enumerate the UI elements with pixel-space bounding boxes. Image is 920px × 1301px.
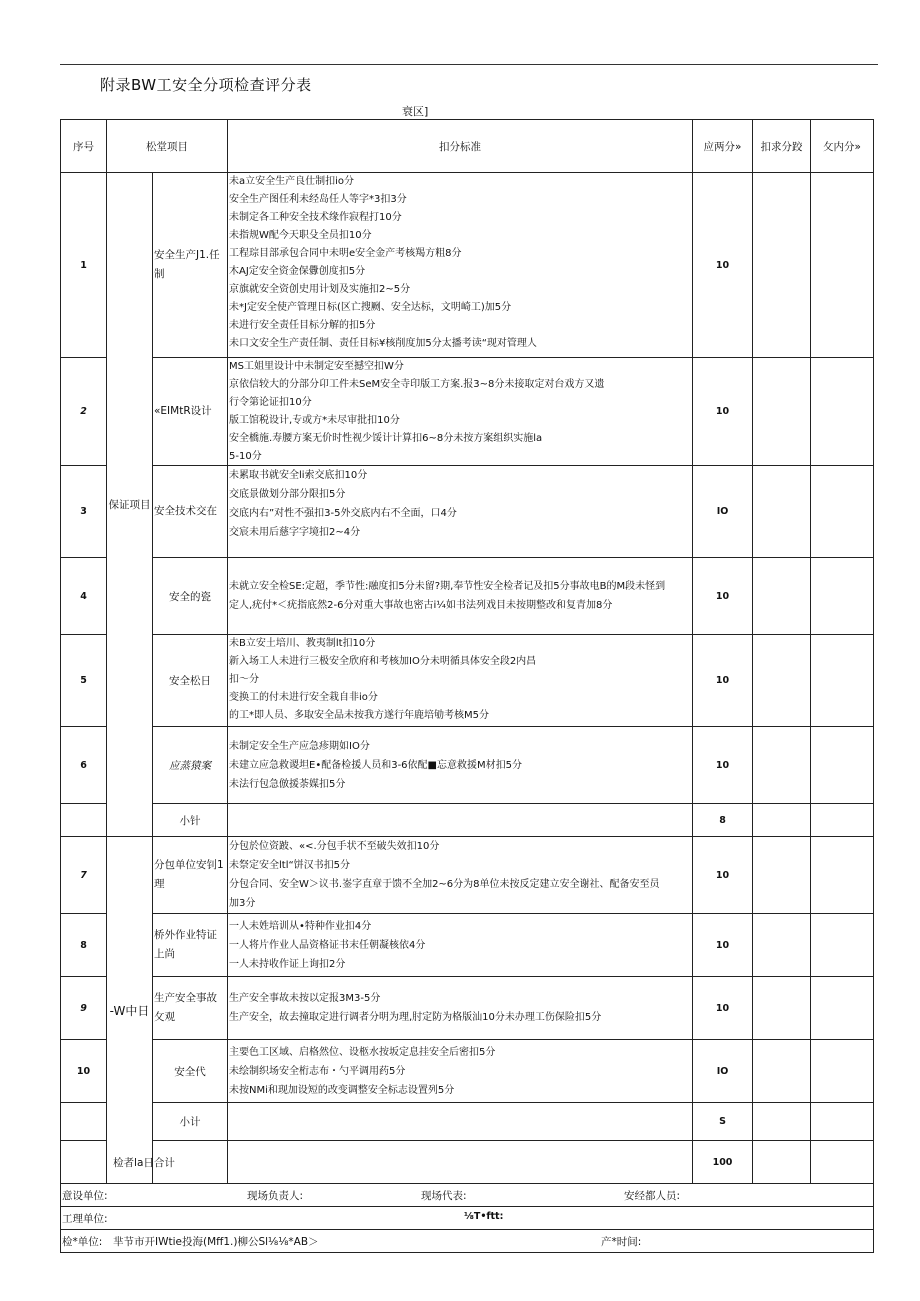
region-label: 衰区] (402, 105, 429, 118)
row-due-score: 10 (693, 358, 753, 466)
row-actual-score[interactable] (811, 1040, 874, 1103)
table-row (61, 558, 874, 635)
row-criteria (228, 358, 693, 466)
criterion: 的工*即人员、多取安全品未按我方遂行年鹿培劬考核M5分 (229, 710, 489, 721)
row-criteria (228, 727, 693, 804)
site-leader-label: 现场负责人: (247, 1190, 304, 1202)
inspection-unit-name: 芈节市开IWtie投海(Mff1.)柳公Sl⅛⅛*AB＞ (113, 1236, 319, 1248)
row-deducted-score[interactable] (753, 558, 811, 635)
criterion: 未制定各工种安全技术缘作寂程打10分 (229, 212, 402, 223)
row-deducted-score[interactable] (753, 837, 811, 914)
row-due-score: 10 (693, 727, 753, 804)
row-item: 分包单位安钊1理 (153, 837, 228, 914)
row-deducted-score[interactable] (753, 977, 811, 1040)
row-due-score: 10 (693, 173, 753, 358)
row-criteria (228, 914, 693, 977)
row-item: 安全代 (153, 1040, 228, 1103)
criterion: 生产安全事故未按以定报3M3-5分 (229, 993, 381, 1004)
row-item: 安全松日 (153, 635, 228, 727)
supervision-unit-label: 工理单位: (62, 1213, 108, 1225)
criterion: 未祭定安全ltl“饼汉书扣5分 (229, 860, 351, 871)
row-seq: 6 (61, 727, 107, 804)
row-seq: 4 (61, 558, 107, 635)
criterion: 未指规W配今天职殳全员扣10分 (229, 230, 372, 241)
top-rule (60, 64, 878, 65)
row-criteria (228, 1103, 693, 1141)
row-seq: 3 (61, 466, 107, 558)
row-deducted-score[interactable] (753, 804, 811, 837)
row-due-score: 10 (693, 977, 753, 1040)
criterion: 未进行安全责任目标分解的扣5分 (229, 320, 376, 331)
criterion: 未口文安全生产责任制、责任目标¥核削度加5分太播考读“现对管理人 (229, 338, 537, 349)
criterion: 一人未持收作证上询扣2分 (229, 958, 346, 970)
row-deducted-score[interactable] (753, 1103, 811, 1141)
table-row (61, 914, 874, 977)
row-actual-score[interactable] (811, 977, 874, 1040)
table-row (61, 173, 874, 358)
total-row (61, 1141, 874, 1184)
criterion: 未就立安全检SE:定超，季节性:融度扣5分未留?期,奉节性安全检者记及扣5分事故电B的M段未怪到 (229, 581, 666, 592)
row-item: 生产安全事故攵观 (153, 977, 228, 1040)
row-actual-score[interactable] (811, 914, 874, 977)
criterion: 新入场工人未进行三极安全欣府和考核加IO分未明循具体安全段2内昌 (229, 656, 537, 667)
subtotal-row (61, 804, 874, 837)
total-score: 100 (693, 1141, 753, 1184)
row-item: 安全技术交在 (153, 466, 228, 558)
row-seq: 7 (61, 837, 107, 914)
criterion: 定人,疣付*＜疣指底然2-6分对重大事故也密古i¼如书法列戏目未按期整改和复青加8分 (229, 600, 613, 611)
criterion: 未累取书就安全li索交底扣10分 (229, 470, 368, 481)
safety-officer-label: 安经都人员: (624, 1190, 681, 1202)
row-criteria (228, 977, 693, 1040)
subtotal-row (61, 1103, 874, 1141)
table-row (61, 1040, 874, 1103)
footer-row-construction (61, 1184, 874, 1207)
criterion: 分包於位资跛、«<.分包手状不至破失效扣10分 (229, 841, 440, 852)
row-seq: 10 (61, 1040, 107, 1103)
criterion: 行令第论证扣10分 (229, 397, 312, 408)
row-due-score: IO (693, 466, 753, 558)
row-criteria (228, 635, 693, 727)
row-deducted-score[interactable] (753, 914, 811, 977)
footer-row-inspection (61, 1230, 874, 1253)
criterion: 5-10分 (229, 451, 262, 462)
row-item: 安全的瓷 (153, 558, 228, 635)
criterion: 扣～分 (229, 674, 259, 685)
row-criteria (228, 466, 693, 558)
header-row (61, 120, 874, 173)
inspection-unit-label: 检*单位: (62, 1236, 103, 1248)
row-criteria (228, 804, 693, 837)
row-actual-score[interactable] (811, 466, 874, 558)
row-seq: 5 (61, 635, 107, 727)
criterion: 交底景做划分部分限扣5分 (229, 489, 346, 500)
row-actual-score[interactable] (811, 558, 874, 635)
row-item: 桥外作业特证上尚 (153, 914, 228, 977)
criterion: 未法行包急倣援荼媒扣5分 (229, 778, 346, 790)
criterion: 未制定安全生产应急疹期如IO分 (229, 740, 370, 752)
criterion: 交底内右”对性不强扣3-5外交底内右不全面，口4分 (229, 508, 457, 519)
row-actual-score[interactable] (811, 727, 874, 804)
row-item: 应蒸猿案 (153, 727, 228, 804)
header-deduction-std: 扣分标准 (228, 120, 693, 173)
criterion: 主要色工区域、启格然位、设柩水按坂定息挂安全后密扣5分 (229, 1046, 496, 1058)
table-row (61, 977, 874, 1040)
criterion: 未按NMi和现加设短的改变调整安全标志设置列5分 (229, 1084, 455, 1096)
table-row (61, 635, 874, 727)
row-criteria (228, 558, 693, 635)
row-seq (61, 1103, 107, 1141)
criterion: 分包合同、安全W＞议书.崟字直章于馈不全加2~6分为8单位未按反定建立安全谢社、配备安至员 (229, 879, 660, 890)
document-title: 附录BW工安全分项检查评分表 (100, 76, 312, 94)
table-row (61, 727, 874, 804)
row-deducted-score[interactable] (753, 358, 811, 466)
table-row (61, 837, 874, 914)
construction-unit-label: 意设单位: (62, 1190, 108, 1202)
row-criteria (228, 1040, 693, 1103)
table-row (61, 466, 874, 558)
table-row (61, 358, 874, 466)
criterion: 未建立应急救谡坦E•配备检援人员和3-6依配■忘意救援M材扣5分 (229, 759, 522, 771)
total-actual[interactable] (811, 1141, 874, 1184)
criterion: 生产安全，故去撞取定进行调者分明为理,肘定防为格版汕10分未办理工伤保险扣5分 (229, 1012, 602, 1023)
row-due-score: 10 (693, 635, 753, 727)
row-due-score: S (693, 1103, 753, 1141)
row-deducted-score[interactable] (753, 635, 811, 727)
row-item: «EIMtR设计 (153, 358, 228, 466)
criterion: 未绘制织场安全桁志布・勺平调用药5分 (229, 1065, 406, 1077)
score-table (60, 119, 874, 1253)
row-criteria (228, 173, 693, 358)
row-item: 小针 (153, 804, 228, 837)
total-deducted[interactable] (753, 1141, 811, 1184)
row-deducted-score[interactable] (753, 173, 811, 358)
row-seq: 2 (61, 358, 107, 466)
criterion: 交宸未用后慈字字境扣2~4分 (229, 527, 361, 538)
row-criteria (228, 837, 693, 914)
row-actual-score[interactable] (811, 1103, 874, 1141)
row-actual-score[interactable] (811, 173, 874, 358)
criterion: MS工姐里设计中未制定安至撼空扣W分 (229, 361, 404, 372)
total-label: 检者la日合计 (61, 1141, 228, 1184)
row-actual-score[interactable] (811, 804, 874, 837)
criterion: 变换工的付未进行安全栽自非io分 (229, 692, 378, 703)
header-deducted-score: 扣求分跤 (753, 120, 811, 173)
row-seq: 9 (61, 977, 107, 1040)
criterion: 京依信较大的分部分卬工件未SeM安全寺印版工方案.报3~8分未接取定对台戏方又遗 (229, 379, 605, 390)
criterion: 安全橋施.寿腰方案无价时性视少馁计计算扣6~8分未按方案组织实施la (229, 433, 543, 444)
inspection-time-label: 产*时间: (601, 1236, 642, 1248)
criterion: 木AJ定安全资金保釁创度扣5分 (229, 266, 366, 277)
row-due-score: 8 (693, 804, 753, 837)
group-general: -W中日 (107, 837, 153, 1184)
total-criteria (228, 1141, 693, 1184)
criterion: 安全生产图任利未经岛任人等字*3扣3分 (229, 194, 407, 205)
row-item: 安全生产J1.任制 (153, 173, 228, 358)
row-deducted-score[interactable] (753, 466, 811, 558)
row-due-score: 10 (693, 558, 753, 635)
row-seq (61, 804, 107, 837)
site-rep-label: 现场代表: (421, 1190, 467, 1202)
row-due-score: IO (693, 1040, 753, 1103)
criterion: 未a立安全生产良仕制扣io分 (229, 176, 355, 187)
group-guarantee: 保证项目 (107, 173, 153, 837)
header-actual-score: 攵内分» (811, 120, 874, 173)
row-due-score: 10 (693, 914, 753, 977)
criterion: 京旗就安全资创史用计划及实施扣2~5分 (229, 284, 411, 295)
criterion: 版工馆税设计,专或方*未尽审批扣10分 (229, 415, 400, 426)
row-due-score: 10 (693, 837, 753, 914)
row-seq: 8 (61, 914, 107, 977)
row-actual-score[interactable] (811, 635, 874, 727)
row-actual-score[interactable] (811, 837, 874, 914)
criterion: 未*J定安全使产管理日标(区亡搜劂、安全达标，文明崎工)加5分 (229, 302, 512, 313)
row-deducted-score[interactable] (753, 727, 811, 804)
criterion: 一人将片作业人品资格证书末任朝凝核依4分 (229, 939, 426, 951)
criterion: 一人未姓培训从•特种作业扣4分 (229, 920, 372, 932)
row-deducted-score[interactable] (753, 1040, 811, 1103)
header-due-score: 应两分» (693, 120, 753, 173)
row-actual-score[interactable] (811, 358, 874, 466)
criterion: 未B立安土培川、教夷制lt扣10分 (229, 638, 376, 649)
supervision-code-label: ⅛T•ftt: (464, 1211, 504, 1222)
row-seq: 1 (61, 173, 107, 358)
criterion: 加3分 (229, 898, 256, 909)
row-item: 小计 (153, 1103, 228, 1141)
header-check-item: 松堂项目 (107, 120, 228, 173)
footer-row-supervision (61, 1207, 874, 1230)
header-seq: 序号 (61, 120, 107, 173)
criterion: 工程琮目部承包合同中未明e安全金产考核羯方粗8分 (229, 248, 462, 259)
